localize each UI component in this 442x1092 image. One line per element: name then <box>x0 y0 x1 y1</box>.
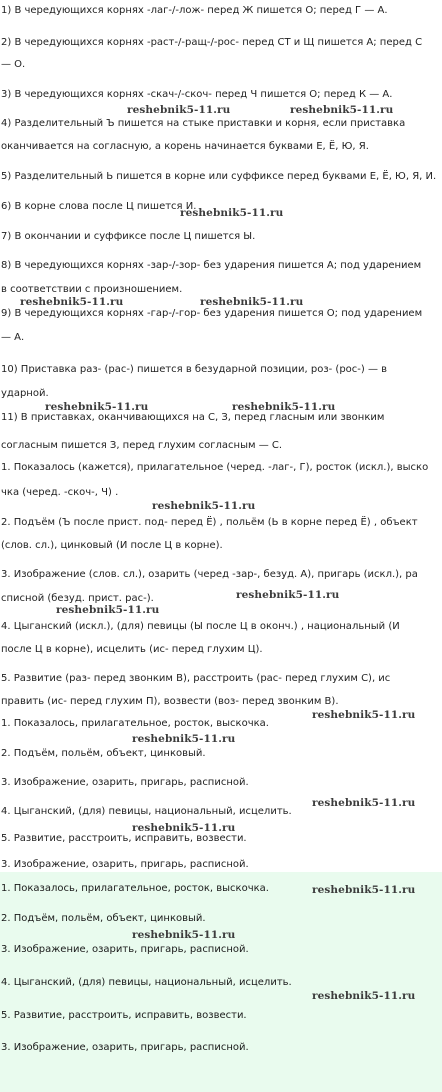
watermark: reshebnik5-11.ru <box>180 207 284 219</box>
rule-line-3: — О. <box>1 59 26 70</box>
rule-line-9: 7) В окончании и суффиксе после Ц пишется Ы. <box>1 231 256 242</box>
example-line-5: 3. Изображение (слов. сл.), озарить (черед -зар-, безуд. А), пригарь (искл.), ра <box>1 569 418 580</box>
example-line-1: 1. Показалось (кажется), прилагательное (черед. -лаг-, Г), росток (искл.), выско <box>1 462 429 473</box>
watermark: reshebnik5-11.ru <box>132 929 236 941</box>
rule-line-10: 8) В чередующихся корнях -зар-/-зор- без ударения пишется А; под ударением <box>1 260 422 271</box>
answer-line-3: 3. Изображение, озарить, пригарь, расписной. <box>1 777 249 788</box>
watermark: reshebnik5-11.ru <box>127 104 231 116</box>
rule-line-16: 11) В приставках, оканчивающихся на С, З, перед гласным или звонким <box>1 412 385 423</box>
watermark: reshebnik5-11.ru <box>312 990 416 1002</box>
rule-line-15: ударной. <box>1 388 49 399</box>
watermark: reshebnik5-11.ru <box>152 500 256 512</box>
answer-line-6: 3. Изображение, озарить, пригарь, расписной. <box>1 859 249 870</box>
example-line-7: 4. Цыганский (искл.), (для) певицы (Ы после Ц в оконч.) , национальный (И <box>1 621 400 632</box>
final-answer-line-2: 2. Подъём, польём, объект, цинковый. <box>1 913 206 924</box>
watermark: reshebnik5-11.ru <box>56 604 160 616</box>
watermark: reshebnik5-11.ru <box>200 296 304 308</box>
example-line-2: чка (черед. -скоч-, Ч) . <box>1 487 119 498</box>
rule-line-8: 6) В корне слова после Ц пишется И. <box>1 201 197 212</box>
rule-line-4: 3) В чередующихся корнях -скач-/-скоч- перед Ч пишется О; перед К — А. <box>1 89 393 100</box>
watermark: reshebnik5-11.ru <box>312 884 416 896</box>
watermark: reshebnik5-11.ru <box>290 104 394 116</box>
rule-line-17: согласным пишется З, перед глухим согласным — С. <box>1 440 283 451</box>
example-line-10: править (ис- перед глухим П), возвести (воз- перед звонким В). <box>1 696 339 707</box>
final-answer-line-4: 4. Цыганский, (для) певицы, национальный, исцелить. <box>1 977 292 988</box>
rule-line-7: 5) Разделительный Ь пишется в корне или суффиксе перед буквами Е, Ё, Ю, Я, И. <box>1 171 437 182</box>
watermark: reshebnik5-11.ru <box>232 401 336 413</box>
final-answer-line-6: 3. Изображение, озарить, пригарь, расписной. <box>1 1042 249 1053</box>
example-line-4: (слов. сл.), цинковый (И после Ц в корне). <box>1 540 223 551</box>
answer-line-4: 4. Цыганский, (для) певицы, национальный, исцелить. <box>1 806 292 817</box>
rule-line-6: оканчивается на согласную, а корень начинается буквами Е, Ё, Ю, Я. <box>1 141 369 152</box>
answer-line-1: 1. Показалось, прилагательное, росток, выскочка. <box>1 718 269 729</box>
rule-line-14: 10) Приставка раз- (рас-) пишется в безударной позиции, роз- (рос-) — в <box>1 364 388 375</box>
rule-line-11: в соответствии с произношением. <box>1 284 183 295</box>
final-answer-line-1: 1. Показалось, прилагательное, росток, выскочка. <box>1 883 269 894</box>
answer-line-2: 2. Подъём, польём, объект, цинковый. <box>1 748 206 759</box>
watermark: reshebnik5-11.ru <box>45 401 149 413</box>
watermark: reshebnik5-11.ru <box>20 296 124 308</box>
watermark: reshebnik5-11.ru <box>312 709 416 721</box>
watermark: reshebnik5-11.ru <box>312 797 416 809</box>
final-answer-line-3: 3. Изображение, озарить, пригарь, расписной. <box>1 944 249 955</box>
watermark: reshebnik5-11.ru <box>236 589 340 601</box>
example-line-9: 5. Развитие (раз- перед звонким В), расстроить (рас- перед глухим С), ис <box>1 673 391 684</box>
example-line-3: 2. Подъём (Ъ после прист. под- перед Ё) , польём (Ь в корне перед Ё) , объект <box>1 517 418 528</box>
rule-line-13: — А. <box>1 332 25 343</box>
example-line-6: списной (безуд. прист. рас-). <box>1 593 154 604</box>
rule-line-5: 4) Разделительный Ъ пишется на стыке приставки и корня, если приставка <box>1 118 406 129</box>
watermark: reshebnik5-11.ru <box>132 733 236 745</box>
rule-line-12: 9) В чередующихся корнях -гар-/-гор- без ударения пишется О; под ударением <box>1 308 423 319</box>
rule-line-2: 2) В чередующихся корнях -раст-/-ращ-/-рос- перед СТ и Щ пишется А; перед С <box>1 37 423 48</box>
answer-line-5: 5. Развитие, расстроить, исправить, возвести. <box>1 833 247 844</box>
rule-line-1: 1) В чередующихся корнях -лаг-/-лож- перед Ж пишется О; перед Г — А. <box>1 5 388 16</box>
final-answer-line-5: 5. Развитие, расстроить, исправить, возвести. <box>1 1010 247 1021</box>
watermark: reshebnik5-11.ru <box>132 822 236 834</box>
example-line-8: после Ц в корне), исцелить (ис- перед глухим Ц). <box>1 644 263 655</box>
